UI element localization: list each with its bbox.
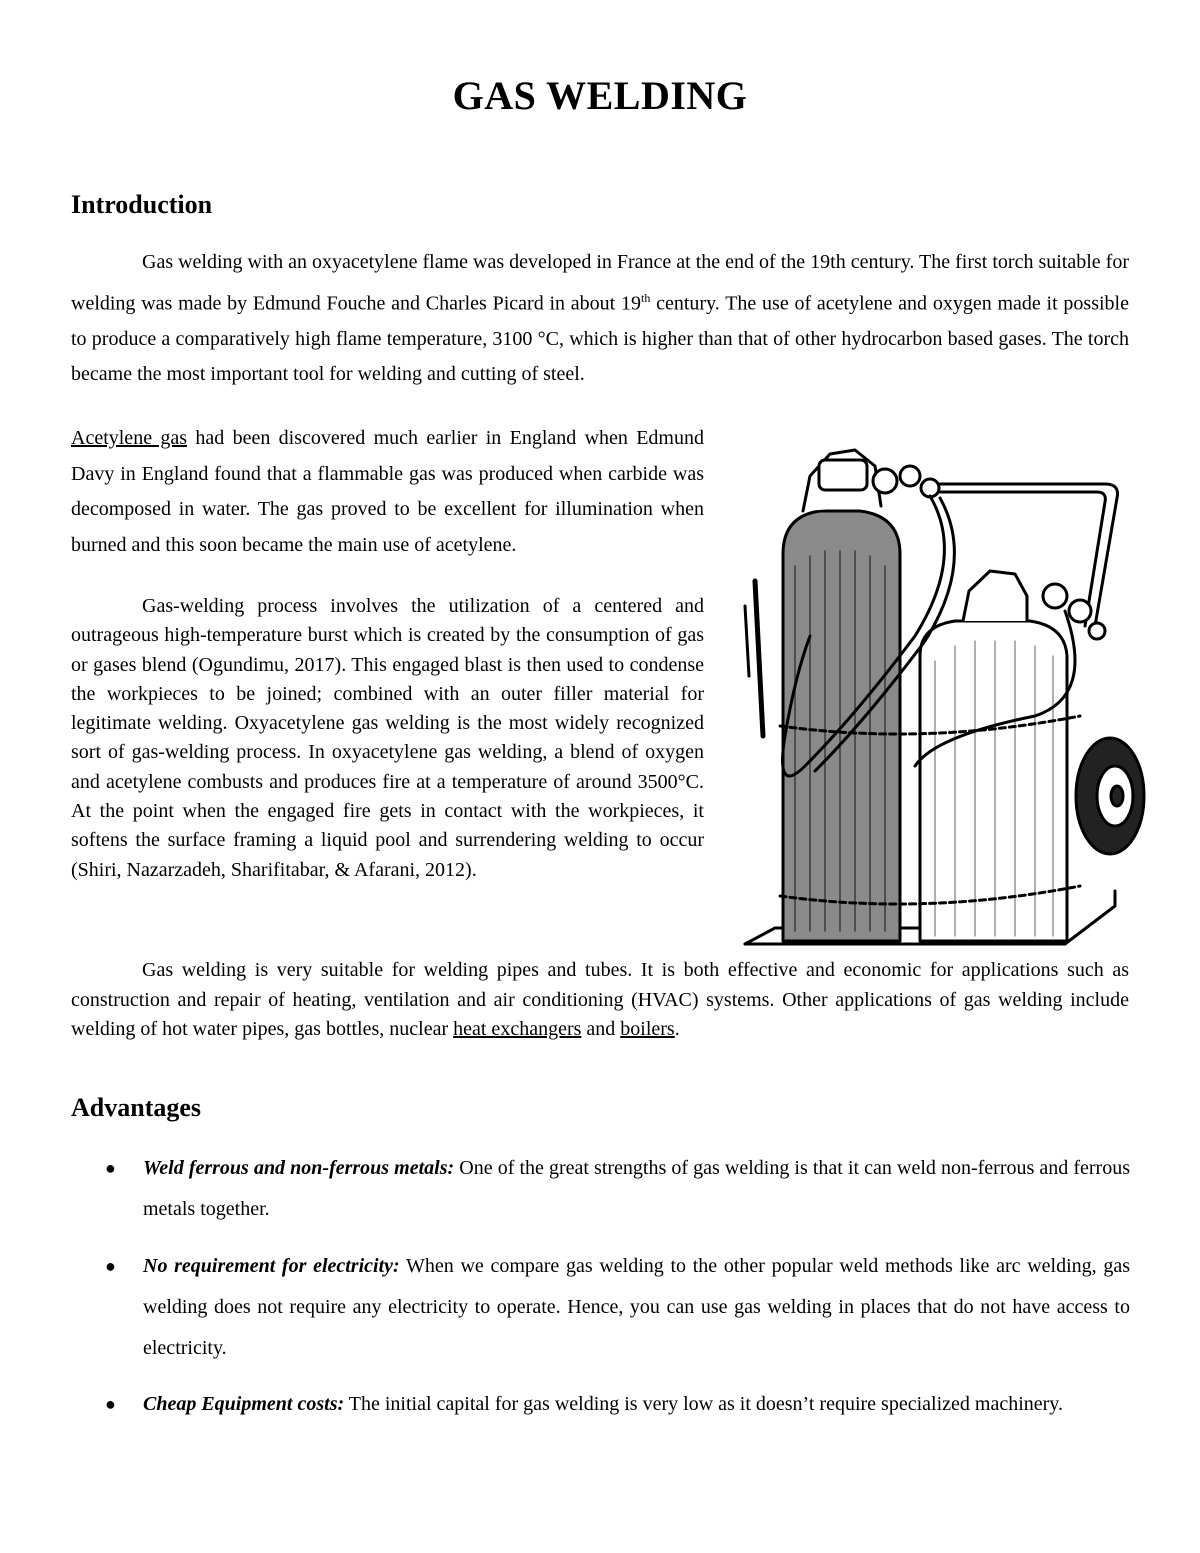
- introduction-heading: Introduction: [71, 190, 213, 219]
- heat-exchangers-link[interactable]: heat exchangers: [453, 1018, 582, 1040]
- advantage-item: ● No requirement for electricity: When we compare gas welding to the other popular weld methods like arc welding, gas welding does not require any electricity to operate. Hence, you can use gas welding in places that do not have access to electricity.: [105, 1246, 1130, 1369]
- gas-welding-cart-illustration: [735, 436, 1150, 956]
- page-title: GAS WELDING: [452, 73, 748, 118]
- bullet-icon: ●: [105, 1158, 116, 1178]
- intro-paragraph-3: Gas-welding process involves the utilization of a centered and outrageous high-temperature burst which is created by the consumption of gas or gases blend (Ogundimu, 2017). This engaged blast is then used to condense the workpieces to be joined; combined with an outer filler material for legitimate welding. Oxyacetylene gas welding is the most widely recognized sort of gas-welding process. In oxyacetylene gas welding, a blend of oxygen and acetylene combusts and produces fire at a temperature of around 3500°C. At the point when the engaged fire gets in contact with the workpieces, it softens the surface framing a liquid pool and surrendering welding to occur (Shiri, Nazarzadeh, Sharifitabar, & Afarani, 2012).: [71, 595, 704, 881]
- advantage-item: ● Cheap Equipment costs: The initial capital for gas welding is very low as it doesn’t require specialized machinery.: [105, 1384, 1130, 1425]
- intro-paragraph-2: Acetylene gas had been discovered much earlier in England when Edmund Davy in England found that a flammable gas was produced when carbide was decomposed in water. The gas proved to be excellent for illumination when burned and this soon became the main use of acetylene.: [71, 427, 704, 556]
- advantages-heading: Advantages: [71, 1093, 202, 1122]
- acetylene-gas-link[interactable]: Acetylene gas: [71, 427, 188, 449]
- intro-paragraph-4: Gas welding is very suitable for welding pipes and tubes. It is both effective and economic for applications such as construction and repair of heating, ventilation and air conditioning (HVAC) systems. Other applications of gas welding include welding of hot water pipes, gas bottles, nuclear heat exchangers and boilers.: [71, 959, 1129, 1040]
- intro-paragraph-1: Gas welding with an oxyacetylene flame was developed in France at the end of the 19th century. The first torch suitable for welding was made by Edmund Fouche and Charles Picard in about 19th century. The use of acetylene and oxygen made it possible to produce a comparatively high flame temperature, 3100 °C, which is higher than that of other hydrocarbon based gases. The torch became the most important tool for welding and cutting of steel.: [71, 251, 1129, 386]
- boilers-link[interactable]: boilers: [620, 1018, 675, 1040]
- advantage-item: ● Weld ferrous and non-ferrous metals: One of the great strengths of gas welding is that it can weld non-ferrous and ferrous metals together.: [105, 1148, 1130, 1230]
- bullet-icon: ●: [105, 1394, 116, 1414]
- bullet-icon: ●: [105, 1256, 116, 1276]
